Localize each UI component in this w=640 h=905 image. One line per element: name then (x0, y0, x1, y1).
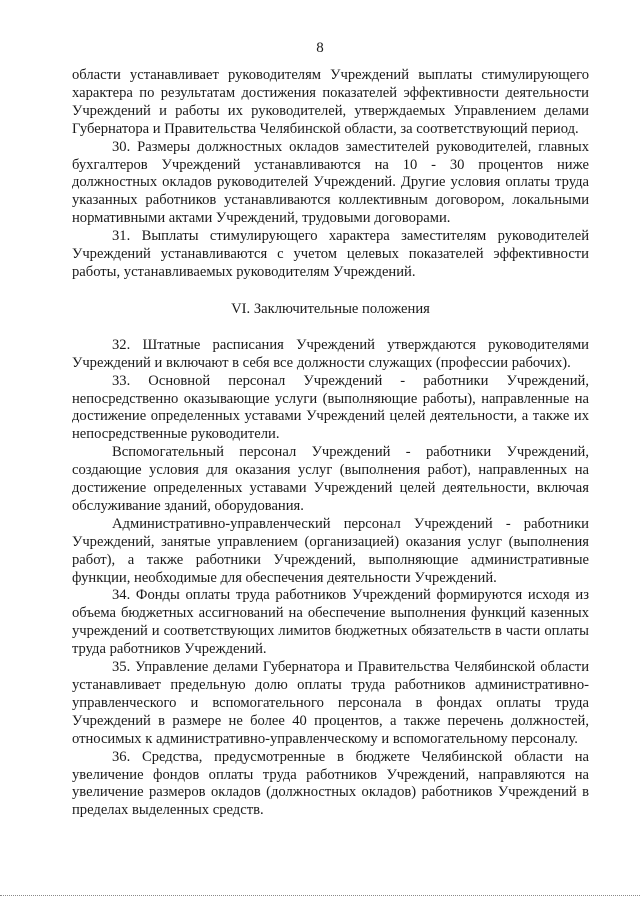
paragraph-continuation: области устанавливает руководителям Учреждений выплаты стимулирующего характера по результатам достижения показателей эффективности деятельности Учреждений и работы их руководителей, утверждаемых Управлением делами Губернатора и Правительства Челябинской области, за соответствующий период. (72, 67, 589, 137)
paragraph-35: 35. Управление делами Губернатора и Правительства Челябинской области устанавливает предельную долю оплаты труда работников административно-управленческого и вспомогательного персонала в фондах оплаты труда Учреждений в размере не более 40 процентов, а также перечень должностей, относимых к административно-управленческому и вспомогательному персоналу. (72, 659, 589, 747)
paragraph-support-staff: Вспомогательный персонал Учреждений - работники Учреждений, создающие условия для оказания услуг (выполнения работ), направленных на достижение определенных уставами Учреждений целей деятельности, включая обслуживание зданий, оборудования. (72, 444, 589, 514)
paragraph-33: 33. Основной персонал Учреждений - работники Учреждений, непосредственно оказывающие услуги (выполняющие работы), направленные на достижение определенных уставами Учреждений целей деятельности, а также их непосредственные руководители. (72, 372, 589, 443)
paragraph-34: 34. Фонды оплаты труда работников Учреждений формируются исходя из объема бюджетных ассигнований на обеспечение выполнения функций казенных учреждений и соответствующих лимитов бюджетных обязательств в части оплаты труда работников Учреждений. (72, 587, 589, 658)
section-heading: VI. Заключительные положения (231, 300, 430, 317)
document-body (72, 67, 589, 820)
page-number: 8 (316, 40, 324, 56)
paragraph-32: 32. Штатные расписания Учреждений утверждаются руководителями Учреждений и включают в себя все должности служащих (профессии рабочих). (72, 336, 589, 371)
paragraph-36: 36. Средства, предусмотренные в бюджете Челябинской области на увеличение фондов оплаты труда работников Учреждений, направляются на увеличение размеров окладов (должностных окладов) работников Учреждений в пределах выделенных средств. (72, 748, 589, 819)
paragraph-30: 30. Размеры должностных окладов заместителей руководителей, главных бухгалтеров Учреждений устанавливаются на 10 - 30 процентов ниже должностных окладов руководителей Учреждений. Другие условия оплаты труда указанных работников устанавливаются коллективным договором, локальными нормативными актами Учреждений, трудовыми договорами. (72, 138, 589, 227)
paragraph-admin-staff: Административно-управленческий персонал Учреждений - работники Учреждений, занятые управлением (организацией) оказания услуг (выполнения работ), а также работники Учреждений, выполняющие административные функции, необходимые для обеспечения деятельности Учреждений. (72, 515, 589, 586)
paragraph-31: 31. Выплаты стимулирующего характера заместителям руководителей Учреждений устанавливаются с учетом целевых показателей эффективности работы, устанавливаемых руководителям Учреждений. (72, 228, 589, 280)
bottom-divider (0, 895, 640, 896)
